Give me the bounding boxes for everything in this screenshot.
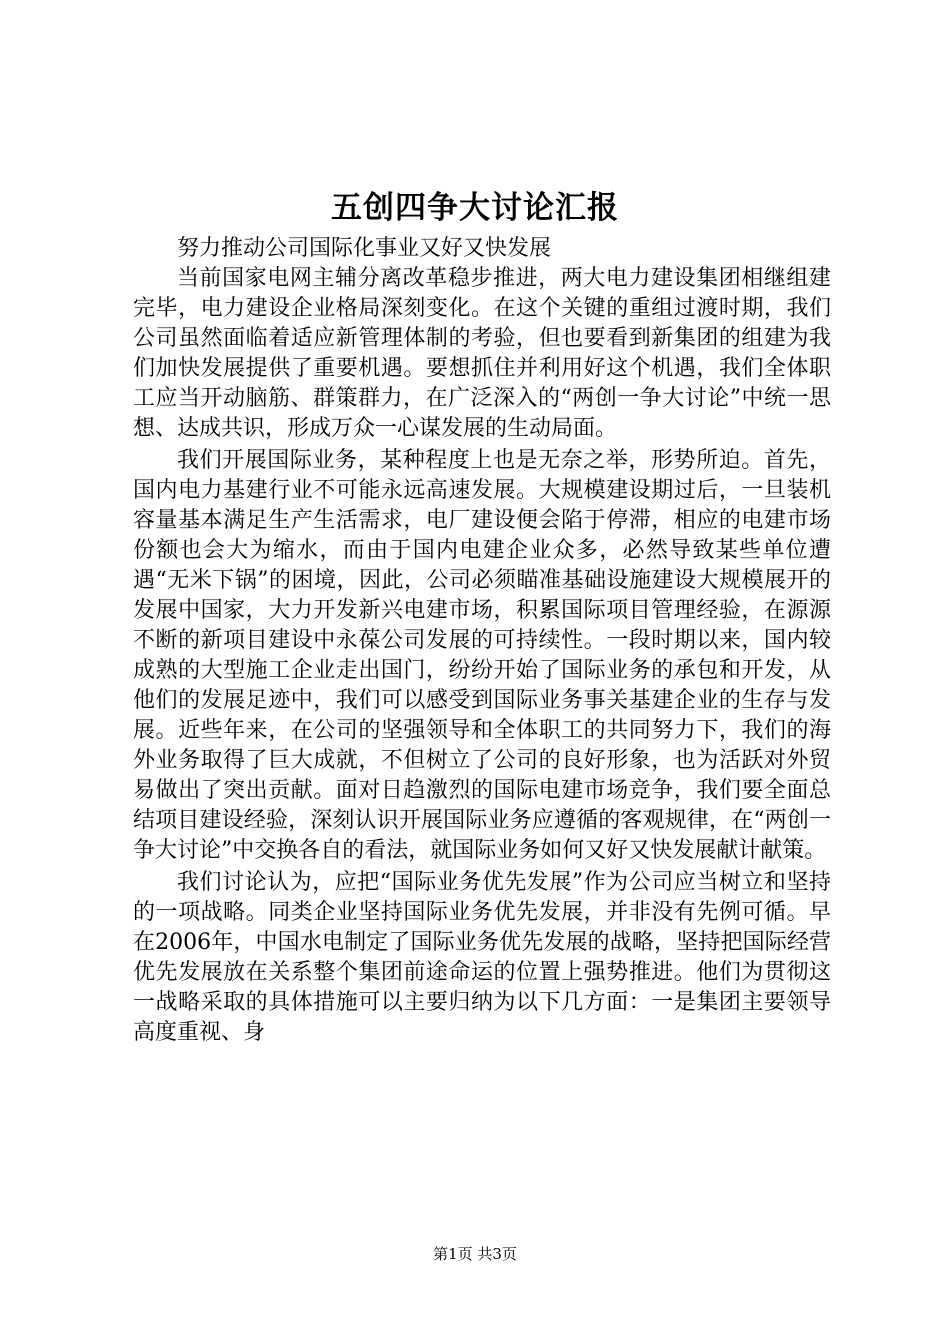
paragraph-1: 当前国家电网主辅分离改革稳步推进，两大电力建设集团相继组建完毕，电力建设企业格局深刻变化。在这个关键的重组过渡时期，我们公司虽然面临着适应新管理体制的考验，但也要看到新集团的组建为我们加快发展提供了重要机遇。要想抓住并利用好这个机遇，我们全体职工应当开动脑筋、群策群力，在广泛深入的“两创一争大讨论”中统一思想、达成共识，形成万众一心谋发展的生动局面。: [133, 266, 831, 441]
document-body: [133, 234, 831, 1050]
document-title: 五创四争大讨论汇报: [331, 190, 619, 226]
document-subtitle: 努力推动公司国际化事业又好又快发展: [177, 236, 552, 261]
paragraph-3: 我们讨论认为，应把“国际业务优先发展”作为公司应当树立和坚持的一项战略。同类企业坚持国际业务优先发展，并非没有先例可循。早在2006年，中国水电制定了国际业务优先发展的战略，坚持把国际经营优先发展放在关系整个集团前途命运的位置上强势推进。他们为贯彻这一战略采取的具体措施可以主要归纳为以下几方面：一是集团主要领导高度重视、身: [133, 870, 831, 1045]
page-number-footer: 第1页 共3页: [433, 1245, 517, 1263]
paragraph-2: 我们开展国际业务，某种程度上也是无奈之举，形势所迫。首先，国内电力基建行业不可能永远高速发展。大规模建设期过后，一旦装机容量基本满足生产生活需求，电厂建设便会陷于停滞，相应的电建市场份额也会大为缩水，而由于国内电建企业众多，必然导致某些单位遭遇“无米下锅”的困境，因此，公司必须瞄准基础设施建设大规模展开的发展中国家，大力开发新兴电建市场，积累国际项目管理经验，在源源不断的新项目建设中永葆公司发展的可持续性。一段时期以来，国内较成熟的大型施工企业走出国门，纷纷开始了国际业务的承包和开发，从他们的发展足迹中，我们可以感受到国际业务事关基建企业的生存与发展。近些年来，在公司的坚强领导和全体职工的共同努力下，我们的海外业务取得了巨大成就，不但树立了公司的良好形象，也为活跃对外贸易做出了突出贡献。面对日趋激烈的国际电建市场竞争，我们要全面总结项目建设经验，深刻认识开展国际业务应遵循的客观规律，在“两创一争大讨论”中交换各自的看法，就国际业务如何又好又快发展献计献策。: [133, 448, 831, 863]
